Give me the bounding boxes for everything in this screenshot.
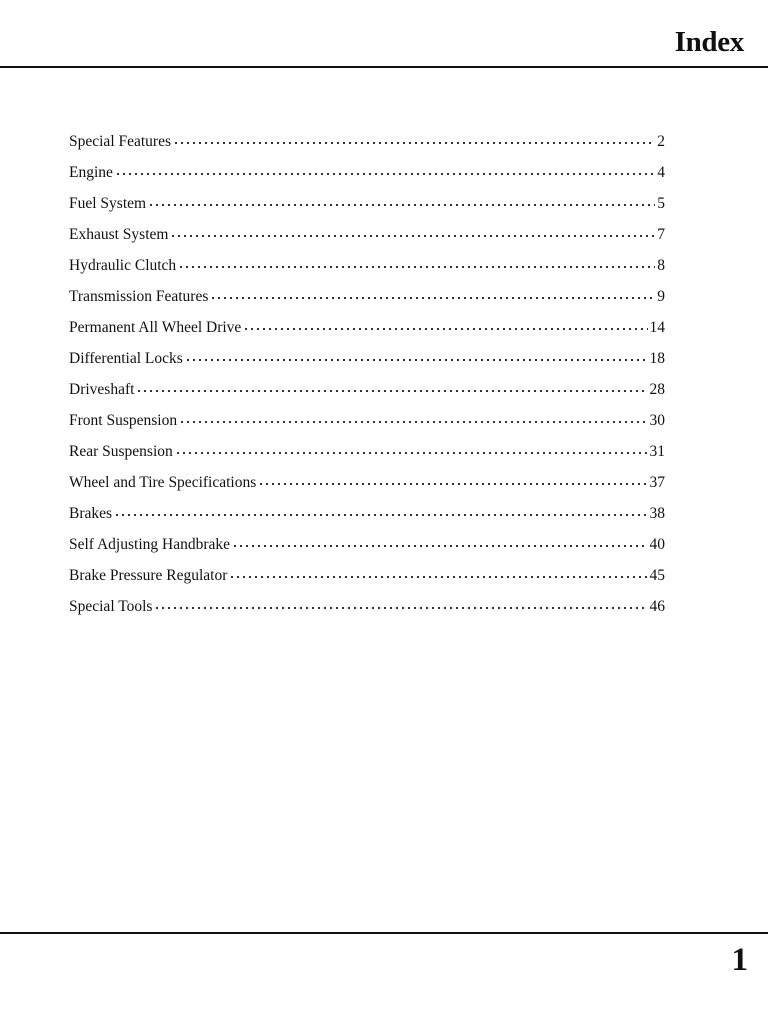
toc-entry-page: 31 xyxy=(649,443,665,460)
dot-leader xyxy=(181,411,647,425)
table-of-contents xyxy=(69,126,665,622)
toc-entry-label: Brake Pressure Regulator xyxy=(69,567,228,584)
dot-leader xyxy=(177,442,648,456)
toc-entry-page: 28 xyxy=(649,381,665,398)
toc-entry-brake-pressure-regulator xyxy=(69,560,665,591)
toc-entry-transmission-features xyxy=(69,281,665,312)
dot-leader xyxy=(260,473,647,487)
toc-entry-label: Special Tools xyxy=(69,598,153,615)
toc-entry-label: Fuel System xyxy=(69,195,147,212)
toc-entry-label: Wheel and Tire Specifications xyxy=(69,474,257,491)
toc-entry-page: 5 xyxy=(657,195,665,212)
toc-entry-differential-locks xyxy=(69,343,665,374)
dot-leader xyxy=(156,597,647,611)
toc-entry-label: Exhaust System xyxy=(69,226,169,243)
toc-entry-page: 37 xyxy=(649,474,665,491)
toc-entry-wheel-and-tire-specifications xyxy=(69,467,665,498)
toc-entry-permanent-all-wheel-drive xyxy=(69,312,665,343)
toc-entry-special-features xyxy=(69,126,665,157)
toc-entry-label: Permanent All Wheel Drive xyxy=(69,319,242,336)
dot-leader xyxy=(234,535,647,549)
toc-entry-label: Front Suspension xyxy=(69,412,178,429)
toc-entry-brakes xyxy=(69,498,665,529)
toc-entry-page: 2 xyxy=(657,133,665,150)
toc-entry-page: 4 xyxy=(657,164,665,181)
page-title: Index xyxy=(674,26,744,58)
toc-entry-front-suspension xyxy=(69,405,665,436)
dot-leader xyxy=(231,566,647,580)
toc-entry-fuel-system xyxy=(69,188,665,219)
toc-entry-label: Self Adjusting Handbrake xyxy=(69,536,231,553)
toc-entry-page: 9 xyxy=(657,288,665,305)
toc-entry-page: 7 xyxy=(657,226,665,243)
header-rule xyxy=(0,66,768,68)
toc-entry-exhaust-system xyxy=(69,219,665,250)
toc-entry-rear-suspension xyxy=(69,436,665,467)
toc-entry-label: Transmission Features xyxy=(69,288,209,305)
toc-entry-label: Hydraulic Clutch xyxy=(69,257,177,274)
toc-entry-label: Driveshaft xyxy=(69,381,135,398)
dot-leader xyxy=(116,504,647,518)
toc-entry-page: 14 xyxy=(649,319,665,336)
dot-leader xyxy=(245,318,647,332)
dot-leader xyxy=(138,380,647,394)
toc-entry-label: Special Features xyxy=(69,133,172,150)
toc-entry-label: Engine xyxy=(69,164,113,181)
toc-entry-label: Brakes xyxy=(69,505,113,522)
toc-entry-page: 40 xyxy=(649,536,665,553)
dot-leader xyxy=(180,256,655,270)
toc-entry-page: 45 xyxy=(649,567,665,584)
toc-entry-special-tools xyxy=(69,591,665,622)
dot-leader xyxy=(150,194,655,208)
toc-entry-page: 38 xyxy=(649,505,665,522)
toc-entry-page: 18 xyxy=(649,350,665,367)
toc-entry-driveshaft xyxy=(69,374,665,405)
dot-leader xyxy=(172,225,655,239)
footer-rule xyxy=(0,932,768,934)
toc-entry-hydraulic-clutch xyxy=(69,250,665,281)
page-number: 1 xyxy=(731,942,748,978)
toc-entry-self-adjusting-handbrake xyxy=(69,529,665,560)
toc-entry-label: Rear Suspension xyxy=(69,443,173,460)
toc-entry-label: Differential Locks xyxy=(69,350,183,367)
toc-entry-page: 30 xyxy=(649,412,665,429)
toc-entry-page: 8 xyxy=(657,257,665,274)
dot-leader xyxy=(175,132,655,146)
dot-leader xyxy=(212,287,655,301)
dot-leader xyxy=(187,349,648,363)
dot-leader xyxy=(117,163,655,177)
toc-entry-page: 46 xyxy=(649,598,665,615)
toc-entry-engine xyxy=(69,157,665,188)
